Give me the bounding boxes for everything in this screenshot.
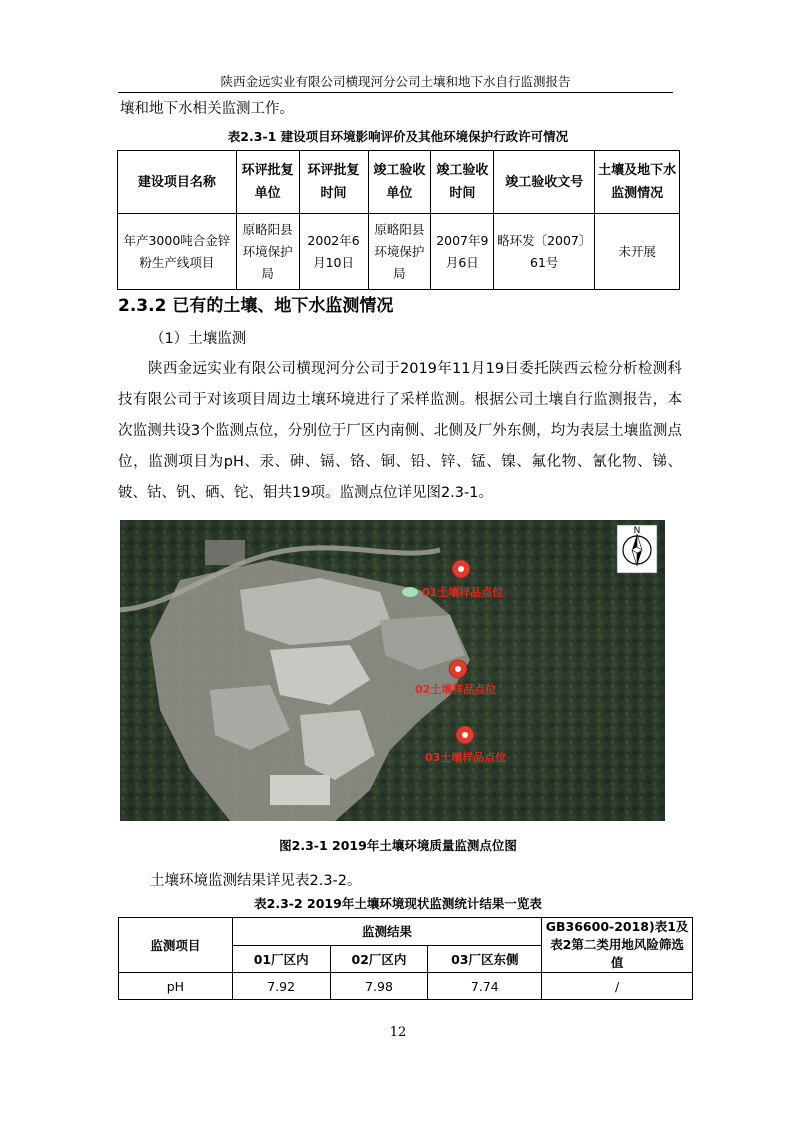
satellite-map-figure (120, 520, 665, 821)
header-cell: 土壤及地下水监测情况 (595, 151, 680, 214)
table-cell: 原略阳县环境保护局 (236, 214, 299, 290)
building-roof (270, 775, 330, 805)
header-cell: 环评批复时间 (299, 151, 368, 214)
permit-table (117, 150, 680, 290)
header-cell: 02厂区内 (330, 945, 428, 973)
soil-results-table (118, 917, 693, 1000)
header-cell: 01厂区内 (232, 945, 330, 973)
table-cell: 原略阳县环境保护局 (368, 214, 431, 290)
table-cell: / (542, 973, 693, 1000)
table-header-row (119, 918, 693, 946)
table-cell: 略环发〔2007〕61号 (494, 214, 595, 290)
table-row (118, 214, 680, 290)
body-paragraph: 陕西金远实业有限公司横现河分公司于2019年11月19日委托陕西云检分析检测科技有限公司于对该项目周边土壤环境进行了采样监测。根据公司土壤自行监测报告，本次监测共设3个监测点位，分别位于厂区内南侧、北侧及厂外东侧，均为表层土壤监测点位，监测项目为pH、汞、砷、镉、铬、铜、铅、锌、锰、镍、氟化物、氰化物、锑、铍、钴、钒、硒、铊、钼共19项。监测点位详见图2.3-1。 (118, 361, 682, 501)
table-cell: 2002年6月10日 (299, 214, 368, 290)
header-cell: 监测结果 (232, 918, 541, 946)
table-row (119, 973, 693, 1000)
table-cell: 年产3000吨合金锌粉生产线项目 (118, 214, 237, 290)
subsection-heading: （1）土壤监测 (150, 331, 247, 347)
table1-caption: 表2.3-1 建设项目环境影响评价及其他环境保护行政许可情况 (227, 129, 569, 144)
table-cell: 7.98 (330, 973, 428, 1000)
table-cell: 7.92 (232, 973, 330, 1000)
section-heading: 2.3.2 已有的土壤、地下水监测情况 (118, 296, 394, 316)
water-tank (402, 587, 418, 597)
table-cell: pH (119, 973, 233, 1000)
header-rule (118, 92, 673, 93)
header-cell: 03厂区东侧 (428, 945, 542, 973)
table-cell: 2007年9月6日 (431, 214, 494, 290)
header-cell: 建设项目名称 (118, 151, 237, 214)
sample-point-label: 03土壤样品点位 (425, 751, 507, 764)
figure-caption: 图2.3-1 2019年土壤环境质量监测点位图 (279, 838, 517, 853)
sample-point-label: 02土壤样品点位 (415, 683, 497, 696)
header-cell: 监测项目 (119, 918, 233, 973)
header-cell: 竣工验收单位 (368, 151, 431, 214)
header-cell: 竣工验收文号 (494, 151, 595, 214)
intro-line: 壤和地下水相关监测工作。 (120, 101, 294, 117)
table-cell: 未开展 (595, 214, 680, 290)
header-cell: 竣工验收时间 (431, 151, 494, 214)
table-header-row (118, 151, 680, 214)
compass-label: N (633, 526, 641, 536)
table2-caption: 表2.3-2 2019年土壤环境现状监测统计结果一览表 (254, 896, 542, 911)
header-cell: 环评批复单位 (236, 151, 299, 214)
page-number: 12 (389, 1025, 407, 1040)
running-header: 陕西金远实业有限公司横现河分公司土壤和地下水自行监测报告 (220, 74, 571, 89)
north-arrow-icon (617, 525, 657, 573)
header-cell: GB36600-2018)表1及表2第二类用地风险筛选值 (542, 918, 693, 973)
table-cell: 7.74 (428, 973, 542, 1000)
building-roof (205, 540, 245, 565)
satellite-map (120, 520, 665, 821)
table-reference-line: 土壤环境监测结果详见表2.3-2。 (150, 873, 362, 889)
sample-point-label: 01土壤样品点位 (422, 586, 504, 599)
